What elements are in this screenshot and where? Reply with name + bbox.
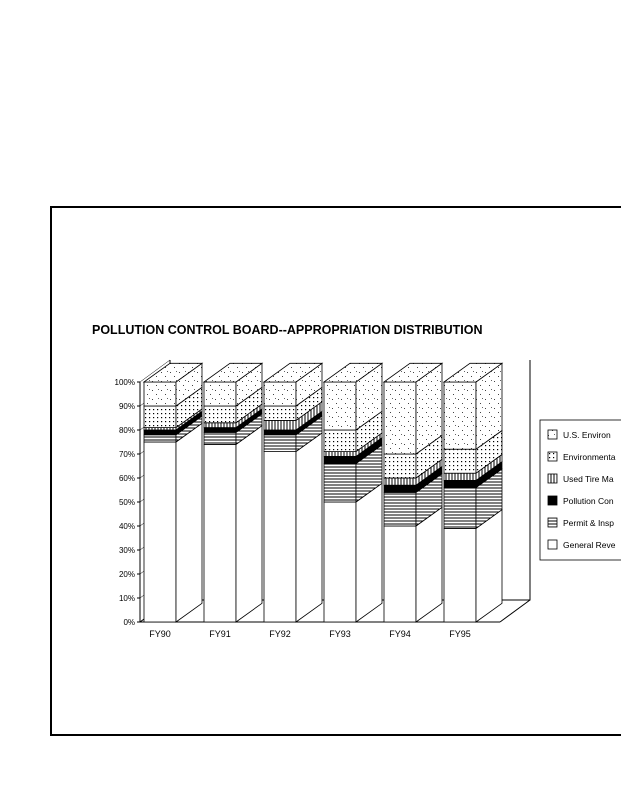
legend-swatch	[548, 518, 557, 527]
y-tick-label: 60%	[118, 474, 135, 483]
y-tick-label: 30%	[118, 546, 135, 555]
x-axis-labels	[149, 629, 471, 639]
y-tick-label: 0%	[123, 618, 135, 627]
legend-swatch	[548, 430, 557, 439]
x-tick-label: FY90	[149, 629, 171, 639]
y-tick-label: 20%	[118, 570, 135, 579]
y-tick-label: 90%	[118, 402, 135, 411]
legend-label: Permit & Insp	[563, 518, 615, 528]
x-tick-label: FY95	[449, 629, 471, 639]
stacked-bar-chart	[52, 208, 621, 738]
bars-group	[144, 363, 502, 622]
x-tick-label: FY94	[389, 629, 411, 639]
bar-segment	[264, 433, 322, 622]
floor-edge	[500, 600, 530, 622]
legend-label: Used Tire Ma	[563, 474, 614, 484]
legend	[540, 420, 621, 560]
bar-segment	[144, 423, 202, 622]
y-tick-label: 80%	[118, 426, 135, 435]
bar-segment	[204, 426, 262, 622]
legend-swatch	[548, 474, 557, 483]
x-tick-label: FY93	[329, 629, 351, 639]
legend-label: U.S. Environ	[563, 430, 611, 440]
bar-segment	[324, 483, 382, 622]
x-tick-label: FY91	[209, 629, 231, 639]
legend-swatch	[548, 540, 557, 549]
legend-label: General Reve	[563, 540, 616, 550]
legend-swatch	[548, 452, 557, 461]
y-tick-label: 40%	[118, 522, 135, 531]
legend-label: Pollution Con	[563, 496, 614, 506]
x-tick-label: FY92	[269, 629, 291, 639]
legend-box	[540, 420, 621, 560]
y-tick-label: 100%	[114, 378, 135, 387]
y-tick-label: 70%	[118, 450, 135, 459]
chart-frame	[50, 206, 621, 736]
y-tick-label: 10%	[118, 594, 135, 603]
legend-label: Environmenta	[563, 452, 616, 462]
chart-title: POLLUTION CONTROL BOARD--APPROPRIATION DISTRIBUTION	[92, 323, 483, 337]
legend-swatch	[548, 496, 557, 505]
y-tick-label: 50%	[118, 498, 135, 507]
